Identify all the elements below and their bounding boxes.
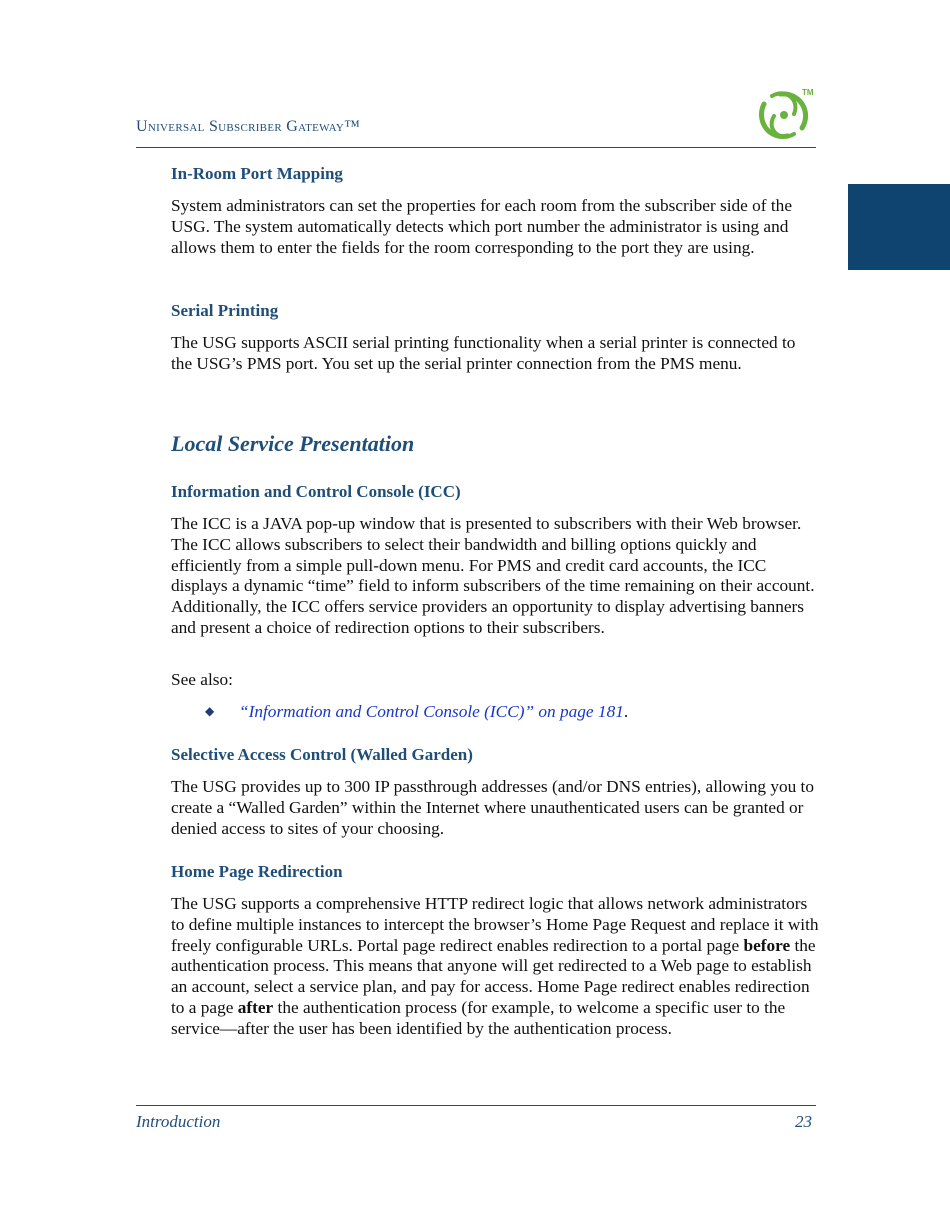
paragraph-walled-garden: The USG provides up to 300 IP passthrough addresses (and/or DNS entries), allowing you to create a “Walled Garden” within the Internet where unauthenticated users can be granted or denied access to sites of your choosing. bbox=[171, 777, 815, 838]
header-rule bbox=[136, 147, 816, 148]
paragraph-in-room-port-mapping: System administrators can set the properties for each room from the subscriber side of the USG. The system automatically detects which port number the administrator is using and allows them to enter the fields for the room corresponding to the port they are using. bbox=[171, 196, 792, 257]
heading-walled-garden: Selective Access Control (Walled Garden) bbox=[171, 745, 473, 764]
paragraph-home-page-redirection bbox=[171, 894, 819, 1040]
redirect-text-1: The USG supports a comprehensive HTTP redirect logic that allows network administrators to define multiple instances to intercept the browser’s Home Page Request and replace it with freely configurable URLs. Portal page redirect enables redirection to a portal page bbox=[171, 894, 819, 955]
chapter-side-tab bbox=[848, 184, 950, 270]
heading-serial-printing: Serial Printing bbox=[171, 301, 279, 320]
heading-home-page-redirection: Home Page Redirection bbox=[171, 862, 343, 881]
redirect-bold-after: after bbox=[237, 997, 274, 1017]
see-also-label: See also: bbox=[171, 670, 233, 689]
paragraph-serial-printing: The USG supports ASCII serial printing functionality when a serial printer is connected to the USG’s PMS port. You set up the serial printer connection from the PMS menu. bbox=[171, 333, 796, 373]
header-title: Universal Subscriber Gateway™ bbox=[136, 118, 361, 135]
link-suffix: . bbox=[623, 702, 629, 721]
footer-page-number: 23 bbox=[795, 1112, 812, 1131]
logo-trademark: TM bbox=[802, 88, 814, 97]
redirect-text-2: the authentication process. This means that anyone will get redirected to a Web page to establish an account, select a service plan, and pay for access. Home Page redirect enables redirection to a page bbox=[171, 935, 816, 1017]
footer-section-name: Introduction bbox=[136, 1112, 221, 1131]
see-also-list-item bbox=[205, 702, 628, 722]
heading-local-service-presentation: Local Service Presentation bbox=[171, 431, 415, 456]
heading-icc: Information and Control Console (ICC) bbox=[171, 482, 461, 501]
icc-page-link[interactable]: “Information and Control Console (ICC)” on page 181 bbox=[239, 702, 624, 721]
heading-in-room-port-mapping: In-Room Port Mapping bbox=[171, 164, 343, 183]
diamond-bullet-icon: ◆ bbox=[205, 704, 215, 718]
redirect-bold-before: before bbox=[743, 935, 791, 955]
footer-rule bbox=[136, 1105, 816, 1106]
redirect-text-3: the authentication process (for example, to welcome a specific user to the service—after the user has been identified by the authentication process. bbox=[171, 997, 786, 1038]
swirl-logo-icon bbox=[750, 84, 818, 146]
paragraph-icc: The ICC is a JAVA pop-up window that is presented to subscribers with their Web browser. The ICC allows subscribers to select their bandwidth and billing options quickly and efficiently from a simple pull-down menu. For PMS and credit card accounts, the ICC displays a dynamic “time” field to inform subscribers of the time remaining on their account. Additionally, the ICC offers service providers an opportunity to display advertising banners and present a choice of redirection options to their subscribers. bbox=[171, 514, 815, 637]
